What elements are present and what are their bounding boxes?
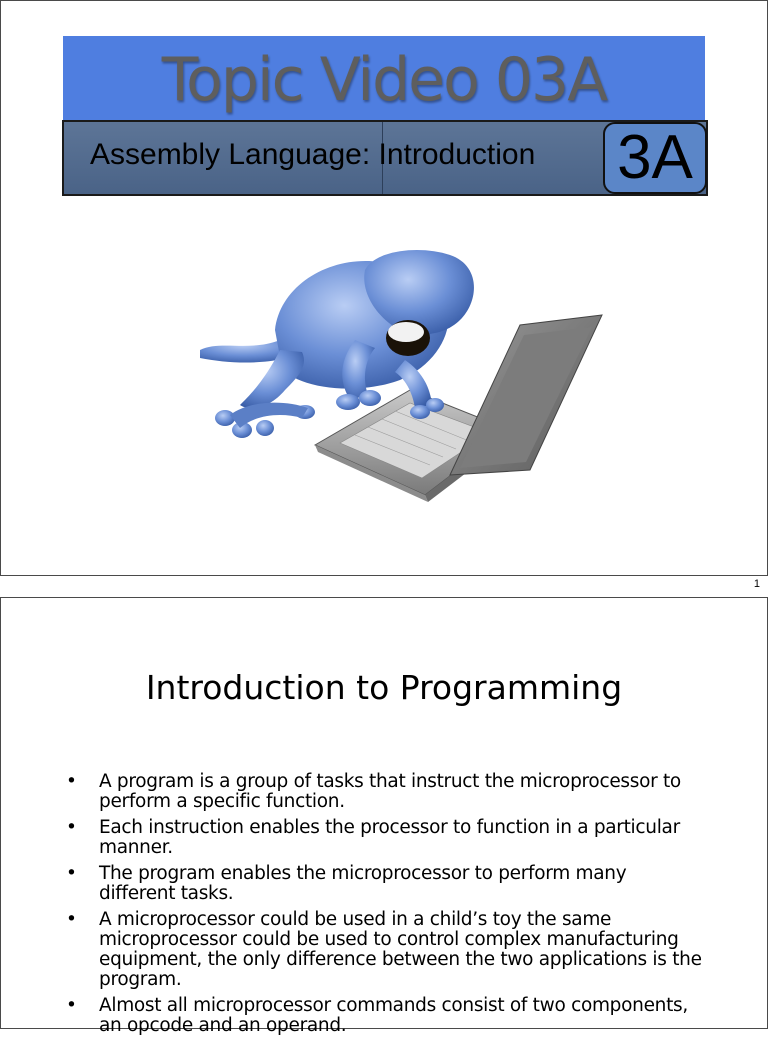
bullet-text: The program enables the microprocessor to perform many different tasks.	[99, 863, 627, 904]
bullet-item	[66, 996, 706, 1036]
bullet-text: Almost all microprocessor commands consist of two components, an opcode and an operand.	[99, 995, 688, 1036]
slide-1-subtitle: Assembly Language: Introduction	[90, 138, 536, 171]
bullet-dot-icon: •	[66, 771, 77, 792]
topic-badge: 3A	[603, 122, 707, 194]
page-number: 1	[753, 578, 760, 590]
bullet-item	[66, 772, 706, 812]
slide-2-title: Introduction to Programming	[145, 668, 623, 707]
bullet-text: A program is a group of tasks that instruct the microprocessor to perform a specific function.	[99, 771, 681, 812]
bullet-item	[66, 818, 706, 858]
bullet-text: Each instruction enables the processor to function in a particular manner.	[99, 817, 680, 858]
bullet-text: A microprocessor could be used in a child’s toy the same microprocessor could be used to control complex manufacturing equipment, the only difference between the two applications is the program.	[99, 909, 702, 990]
slide-1-title: Topic Video 03A	[161, 45, 607, 115]
lizard-laptop-illustration	[190, 240, 610, 510]
bullet-dot-icon: •	[66, 909, 77, 930]
bullet-item	[66, 910, 706, 990]
bullet-dot-icon: •	[66, 863, 77, 884]
bullet-dot-icon: •	[66, 817, 77, 838]
lizard-icon	[200, 250, 474, 438]
bullet-item	[66, 864, 706, 904]
bullet-dot-icon: •	[66, 995, 77, 1016]
bullet-list	[66, 772, 706, 1042]
